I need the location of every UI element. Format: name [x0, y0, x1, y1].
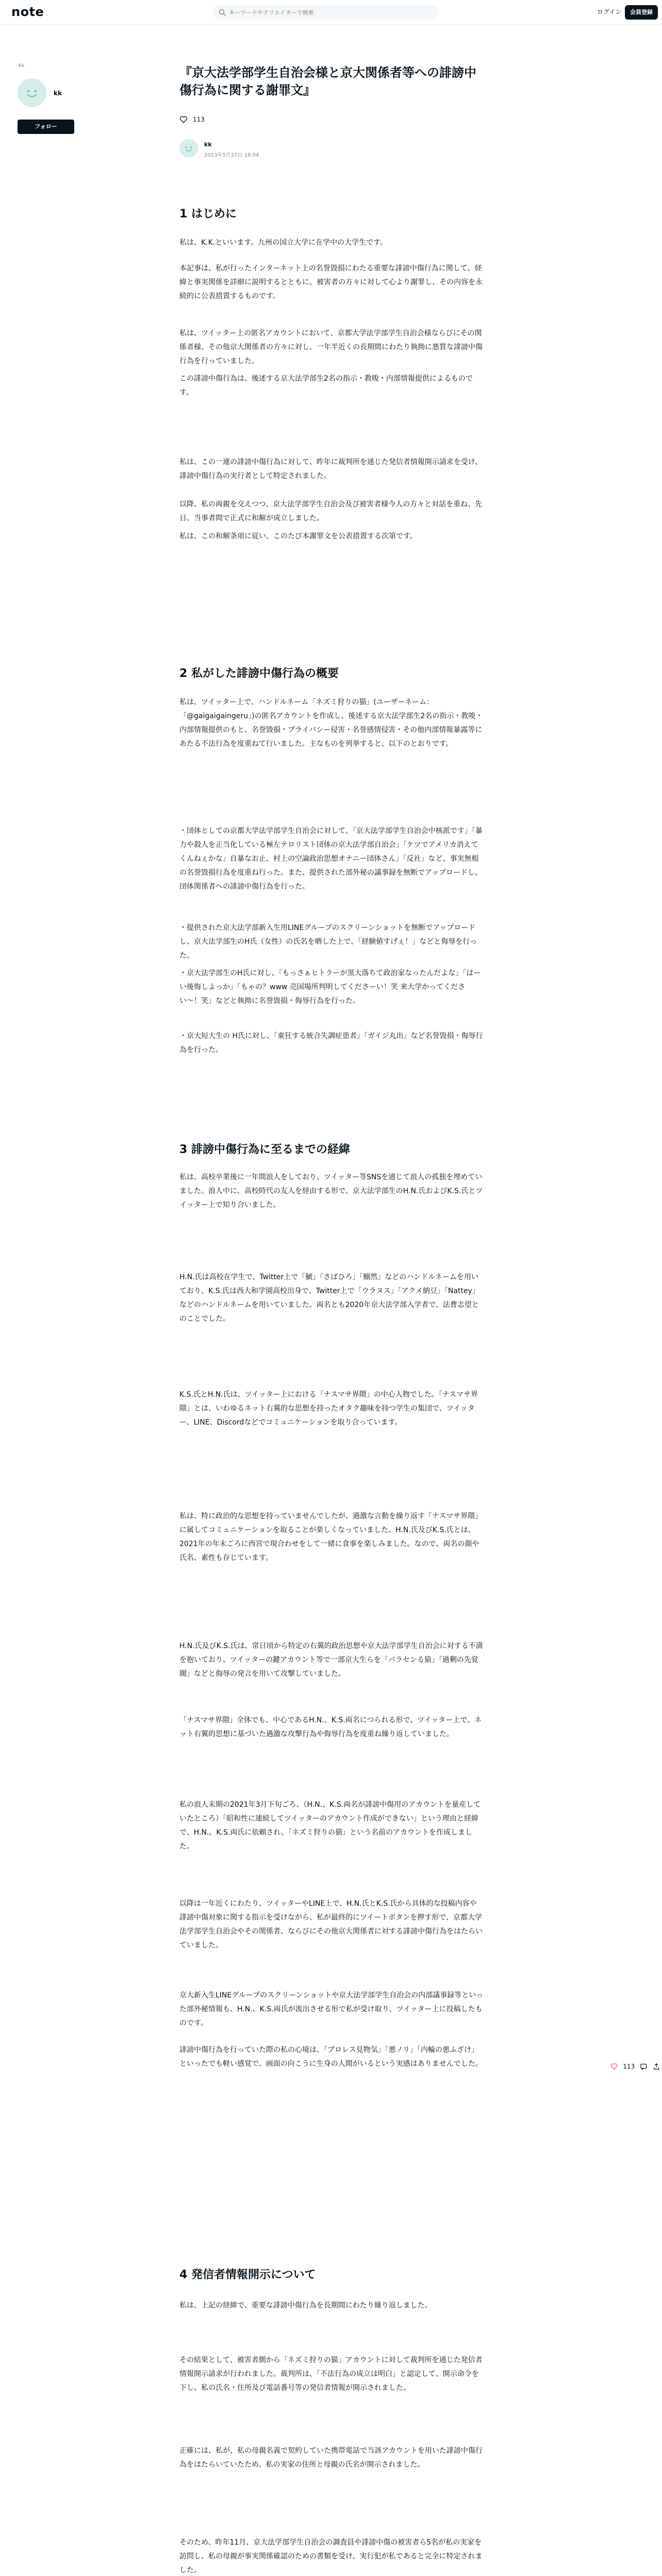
paragraph: 本記事は、私が行ったインターネット上の名誉毀損にわたる重要な誹謗中傷行為に関して、経緯と事実関係を詳細に説明するとともに、被害者の方々に対して心より謝罪し、その内容を永続的に公表措置するものです。 [179, 264, 483, 300]
share-icon[interactable] [653, 2062, 660, 2071]
paragraph: 私は、K.K.といいます。九州の国立大学に在学中の大学生です。 [179, 239, 388, 247]
publish-date: 2023年5月27日 18:04 [204, 152, 259, 158]
avatar[interactable] [18, 78, 46, 107]
section-heading: 1 はじめに [179, 208, 237, 221]
paragraph: 私は、上記の経緯で、重要な誹謗中傷行為を長期間にわたり繰り返しました。 [179, 2301, 432, 2310]
paragraph: ・京大短大生の H氏に対し、「東狂する統合失調症患者」「ガイジ丸出」など名誉毀損・侮辱行為を行った。 [179, 1032, 483, 1054]
paragraph: 私は、高校卒業後に一年間浪人をしており、ツイッター等SNSを通じて浪人の孤独を埋めていました。浪人中に、高校時代の友人を経由する形で、京大法学部生のH.N.氏およびK.S.氏とツイッター上で知り合いました。 [179, 1173, 483, 1209]
paragraph: ・京大法学部生のH氏に対し、「もっさぁヒトラーが黒大落ちて政治家なったんだよな」「はーい後悔しよっか」「もゃの？www 売国場所判明してくださーい！笑 来大学かってください〜！笑」などと執拗に名誉毀損・侮辱行為を行った。 [179, 969, 481, 1005]
avatar-face-icon [18, 78, 46, 107]
like-count[interactable]: 113 [623, 2063, 635, 2070]
paragraph: 私は、この一連の誹謗中傷行為に対して、昨年に裁判所を通じた発信者情報開示請求を受け、誹謗中傷行為の実行者として特定されました。 [179, 458, 483, 480]
paragraph: 以降は一年近くにわたり、ツイッターやLINE上で、H.N.氏とK.S.氏から具体的な投稿内容や誹謗中傷対象に関する指示を受けながら、私が最終的にツイートボタンを押す形で、京都大学法学部学生自治会やその関係者、ならびにその他京大関係者に対する誹謗中傷行為をはたらいていました。 [179, 1900, 483, 1950]
paragraph: 私は、特に政治的な思想を持っていませんでしたが、過激な言動を繰り返す「ナスマサ界隈」に属してコミュニケーションを取ることが楽しくなっていました。H.N.氏及びK.S.氏とは、2021年の年末ごろに西宮で現合わせをして一緒に食事を楽しみました。なので、両名の顔や氏名、素性も存じています。 [179, 1512, 483, 1562]
creator-label[interactable]: kk [19, 63, 25, 69]
paragraph: K.S.氏とH.N.氏は、ツイッター上における「ナスマサ界隈」の中心人物でした。「ナスマサ界隈」とは、いわゆるネット右翼的な思想を持ったオタク趣味を持つ学生の集団で、ツイッター、LINE、Discordなどでコミュニケーションを取り合っています。 [179, 1391, 478, 1427]
paragraph: その結果として、被害者側から「ネズミ狩りの猫」アカウントに対して裁判所を通じた発信者情報開示請求が行われました。裁判所は、「不法行為の成立は明白」と認定して、開示命令を下し、私の氏名・住所及び電話番号等の発信者情報が開示されました。 [179, 2356, 483, 2392]
note-logo[interactable]: note [11, 5, 44, 19]
section-heading: 2 私がした誹謗中傷行為の概要 [179, 667, 339, 680]
paragraph: 正確には、私が、私の母親名義で契約していた携帯電話で当該アカウントを用いた誹謗中傷行為をはたらいていたため、私の実家の住所と母親の氏名が開示されました。 [179, 2447, 483, 2469]
paragraph: ・提供された京大法学部新入生用LINEグループのスクリーンショットを無断でアップロードし、京大法学部生のH氏（女性）の氏名を晒した上で、「経験値すげぇ！」などと侮辱を行った。 [179, 924, 477, 960]
section-heading: 4 発信者情報開示について [179, 2268, 316, 2281]
creator-name[interactable]: kk [54, 90, 62, 97]
paragraph: ・団体としての京都大学法学部学生自治会に対して、「京大法学部学生自治会中核派です」「暴力や殺人を正当化している極左テロリスト団体の京大法学部自治会」「ケツでアメリカ消えてくんねぇかな」自暴なお止、村上の空論政治思想オナニー団体さん」「反社」など、事実無根の名誉毀損行為を度重ね行った。また、提供された部外秘の議事録を無断でアップロードし、団体関係者への誹謗中傷行為を行った。 [179, 827, 483, 891]
paragraph: H.N.氏は高校在学生で、Twitter上で「鯱」「さばひろ」「鰯然」などのハンドルネームを用いており、K.S.氏は西大和学園高校出身で、Twitter上で「ウラヌス」「アクメ納豆」「Nattey」などのハンドルネームを用いていました。両名とも2020年京大法学部入学者で、法曹志望とのことでした。 [179, 1273, 479, 1323]
like-count[interactable]: 113 [193, 116, 205, 123]
floating-action-bar [610, 2059, 660, 2074]
article-title: 『京大法学部学生自治会様と京大関係者等への誹謗中傷行為に関する謝罪文』 [179, 65, 476, 97]
paragraph: そのため、昨年11月、京大法学部学生自治会の調査員や誹謗中傷の被害者ら5名が私の実家を訪問し、私の母親が事実関係確認のための書類を受け、実行犯が私であると完全に特定されました。 [179, 2538, 483, 2574]
paragraph: 「ナスマサ界隈」全体でも、中心であるH.N.、K.S.両名につられる形で、ツイッター上で、ネット右翼的思想に基づいた過激な攻撃行為や侮辱行為を度重ね繰り返していました。 [179, 1716, 482, 1738]
heart-icon[interactable] [610, 2062, 618, 2071]
paragraph: 京大新入生LINEグループのスクリーンショットや京大法学部学生自治会の内部議事録等といった部外秘情報も、H.N.、K.S.両氏が流出させる形で私が受け取り、ツイッター上に投稿したものです。 [179, 1991, 484, 2027]
login-link[interactable]: ログイン [597, 8, 622, 15]
section-heading: 3 誹謗中傷行為に至るまでの経緯 [179, 1143, 350, 1156]
paragraph: 以降、私の両親を交えつつ、京大法学部学生自治会及び被害者様今人の方々と対話を重ね、先日、当事者間で正式に和解が成立しました。 [179, 500, 483, 522]
comment-icon[interactable] [640, 2062, 647, 2071]
author-name[interactable]: kk [204, 141, 212, 148]
signup-button[interactable]: 会員登録 [625, 5, 658, 20]
paragraph: 私は、ツイッター上で、ハンドルネーム「ネズミ狩りの猫」(ユーザーネーム：「@gaigaigaingeru」)の匿名アカウントを作成し、後述する京大法学部生2名の指示・教唆・内部情報提供のもと、名誉毀損・プライバシー侵害・名誉感情侵害・その他内部情報暴露等にあたる不法行為を度重ねて行いました。主なものを列挙すると、以下のとおりです。 [179, 698, 483, 748]
paragraph: 私は、ツイッター上の匿名アカウントにおいて、京都大学法学部学生自治会様ならびにその関係者様、その他京大関係者の方々に対し、一年半近くの長期間にわたり執拗に悪質な誹謗中傷行為を行っていました。 [179, 329, 483, 365]
paragraph: 私の浪人末期の2021年3月下旬ごろ、（H.N.、K.S.両名が誹謗中傷用のアカウントを量産していたところ）「昭和性に連続してツイッターのアカウント作成ができない」という理由と経緯で、H.N.、K.S.両氏に依頼され、「ネズミ狩りの猫」という名前のアカウントを作成しました。 [179, 1801, 481, 1851]
article-body [179, 0, 484, 2576]
paragraph: この誹謗中傷行為は、後述する京大法学部生2名の指示・教唆・内部情報提供によるものです。 [179, 375, 473, 397]
paragraph: 誹謗中傷行為を行っていた際の私の心境は、「プロレス見物気」「悪ノリ」「内輪の悪ふざけ」といったでも軽い感覚で、画面の向こうに生身の人間がいるという実感はありませんでした。 [179, 2046, 483, 2068]
follow-button[interactable]: フォロー [18, 120, 74, 134]
paragraph: 私は、この和解条項に従い、このたび本謝罪文を公表措置する次第です。 [179, 532, 417, 540]
paragraph: H.N.氏及びK.S.氏は、常日頃から特定の右翼的政治思想や京大法学部学生自治会に対する不満を抱いており、ツイッターの鍵アカウント等で一部京大生らを「パラセンる猿」「過剰の先覚閥」などと侮辱の発言を用いて攻撃していました。 [179, 1642, 483, 1678]
